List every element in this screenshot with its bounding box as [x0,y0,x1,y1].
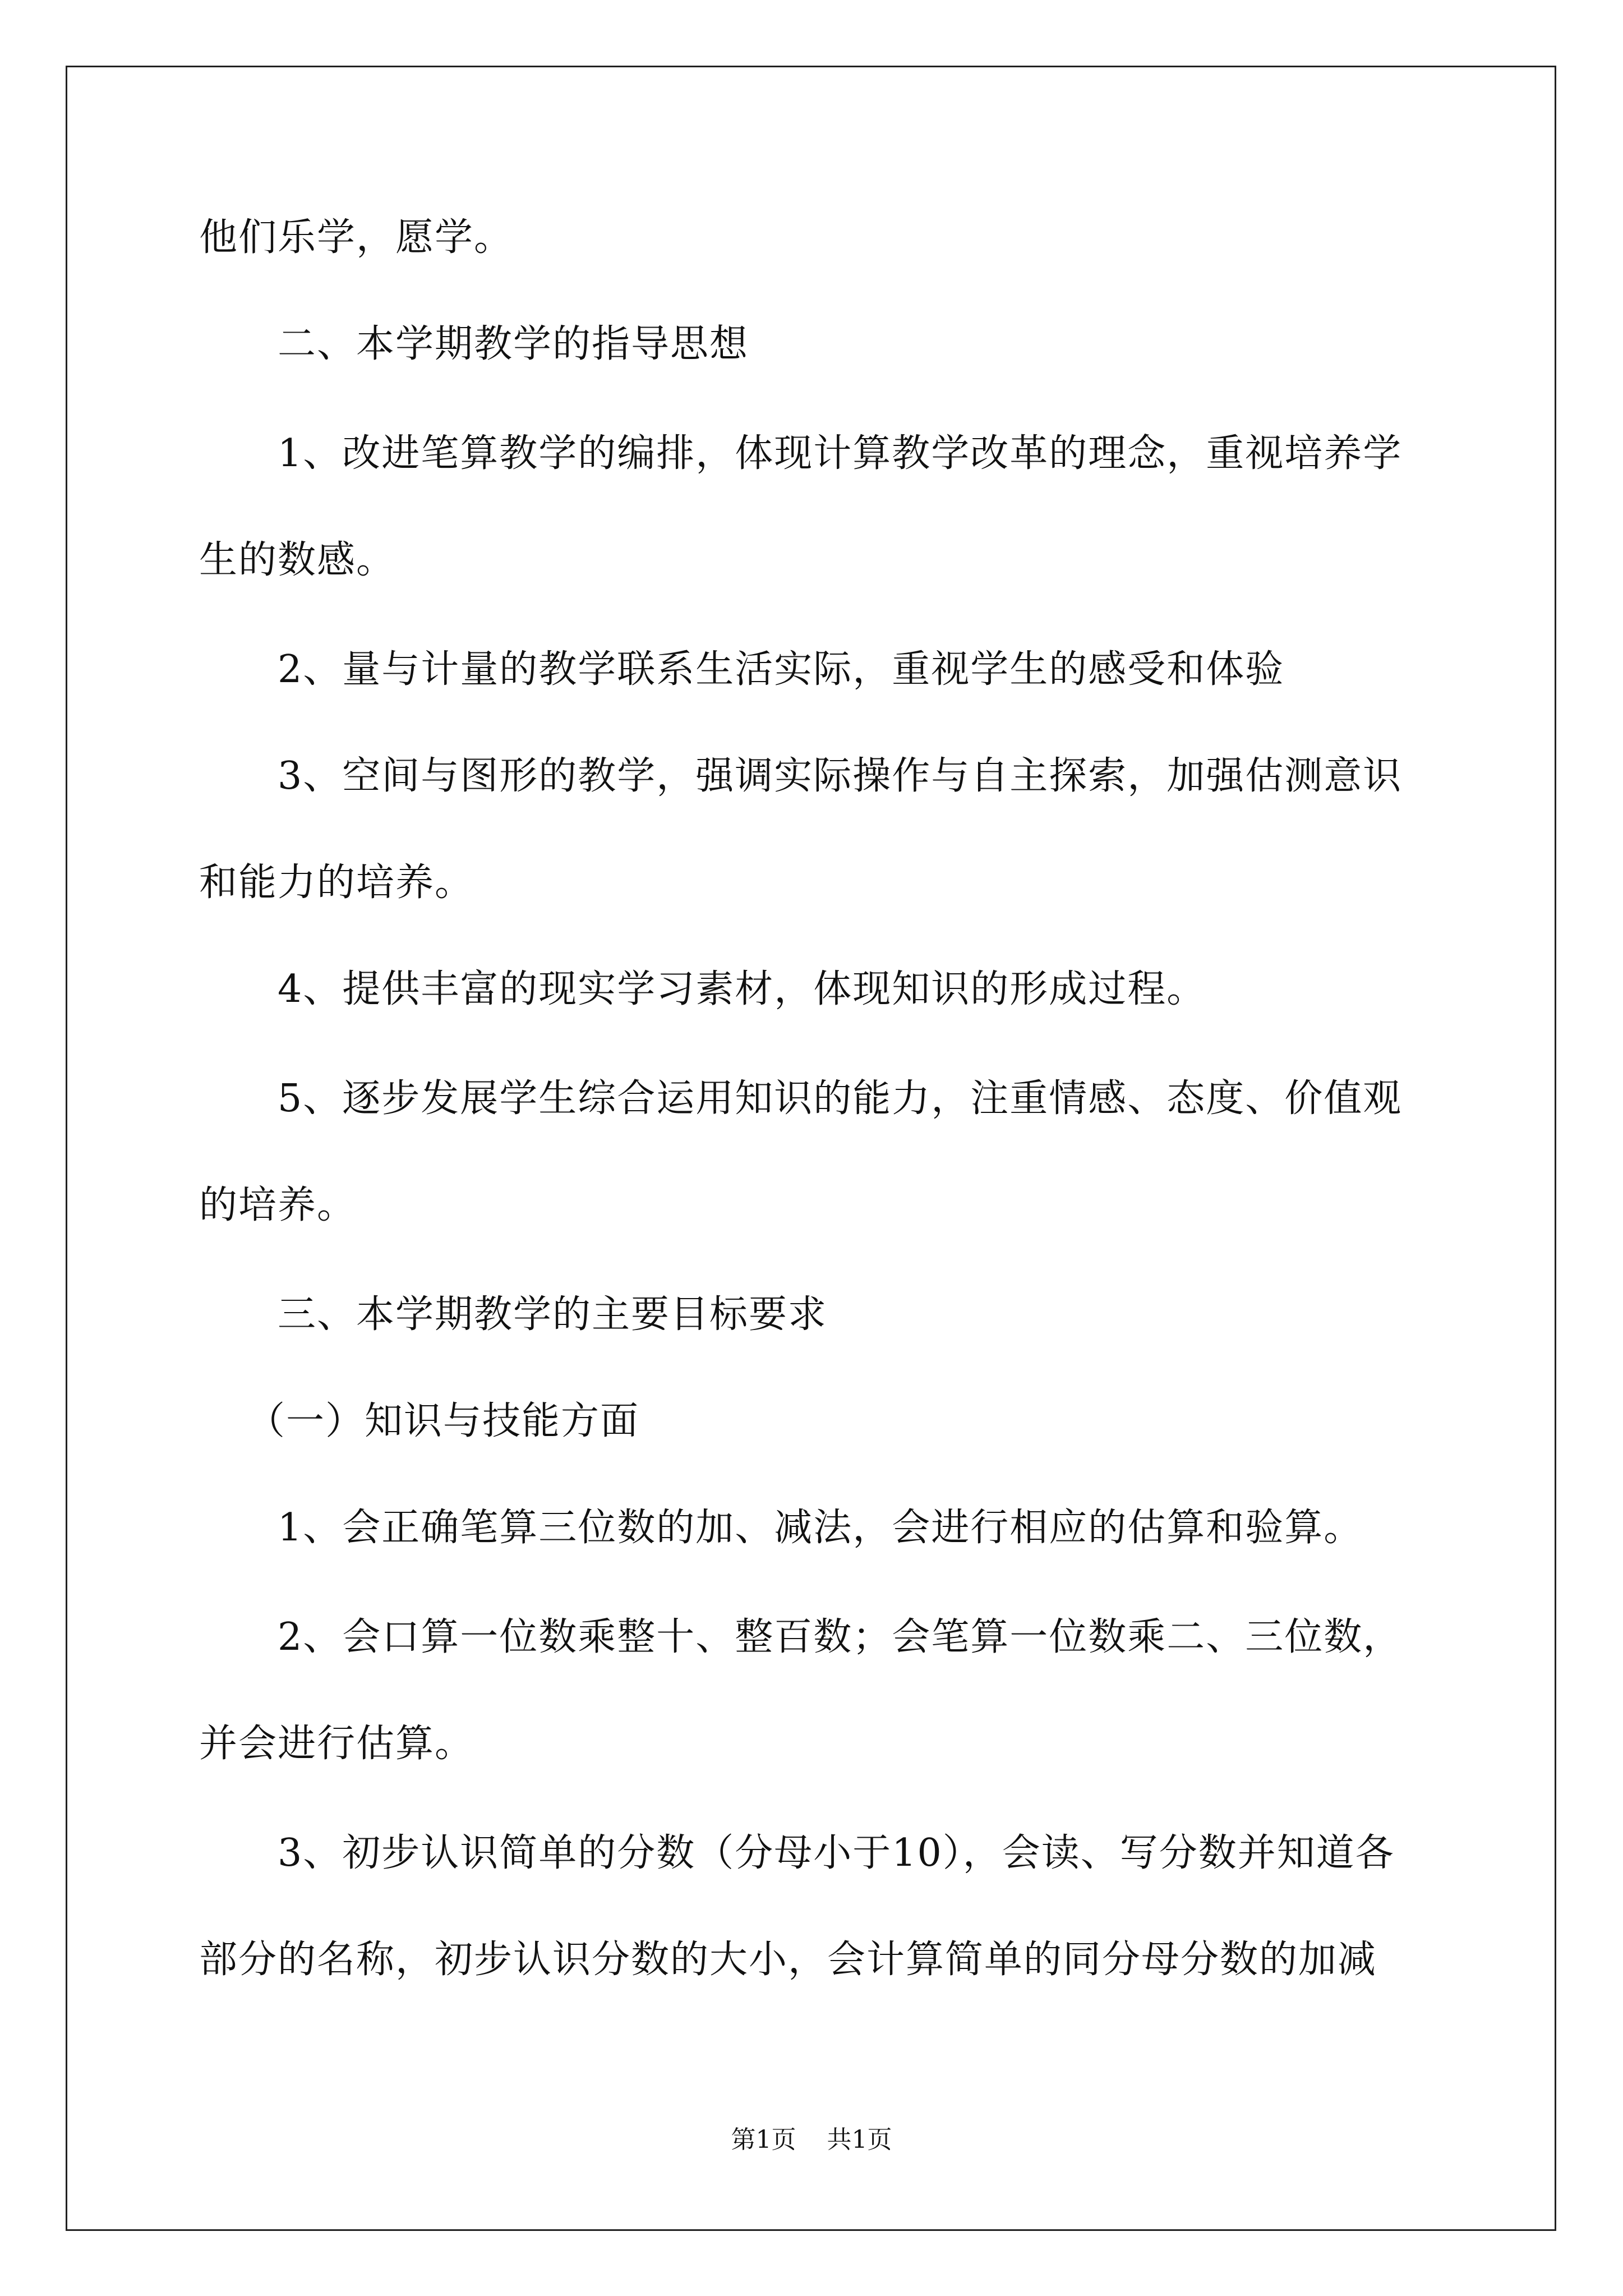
text-line: 2、会口算一位数乘整十、整百数；会笔算一位数乘二、三位数， [278,1615,1403,1659]
text-line: 4、提供丰富的现实学习素材，体现知识的形成过程。 [278,967,1206,1011]
text-line: 的培养。 [199,1183,357,1227]
text-line: 和能力的培养。 [199,861,474,905]
text-line: 1、会正确笔算三位数的加、减法，会进行相应的估算和验算。 [278,1506,1363,1550]
page-number: 第1页 [731,2125,796,2154]
text-line: 部分的名称，初步认识分数的大小，会计算简单的同分母分数的加减 [199,1938,1377,1982]
text-line: 生的数感。 [199,538,396,582]
text-line: 3、空间与图形的教学，强调实际操作与自主探索，加强估测意识 [278,754,1403,798]
text-line: 并会进行估算。 [199,1722,474,1766]
page-total: 共1页 [827,2125,892,2154]
section-heading: 二、本学期教学的指导思想 [278,322,749,366]
text-line: 2、量与计量的教学联系生活实际，重视学生的感受和体验 [278,647,1285,692]
page-border [66,66,1556,2231]
text-line: 1、改进笔算教学的编排，体现计算教学改革的理念，重视培养学 [278,431,1403,476]
text-line: 他们乐学，愿学。 [199,215,514,260]
text-line: 5、逐步发展学生综合运用知识的能力，注重情感、态度、价值观 [278,1076,1403,1121]
text-line: 3、初步认识简单的分数（分母小于10），会读、写分数并知道各 [278,1831,1395,1875]
page-footer [0,2125,1623,2154]
subsection-heading: （一）知识与技能方面 [247,1399,640,1443]
section-heading: 三、本学期教学的主要目标要求 [278,1292,828,1337]
